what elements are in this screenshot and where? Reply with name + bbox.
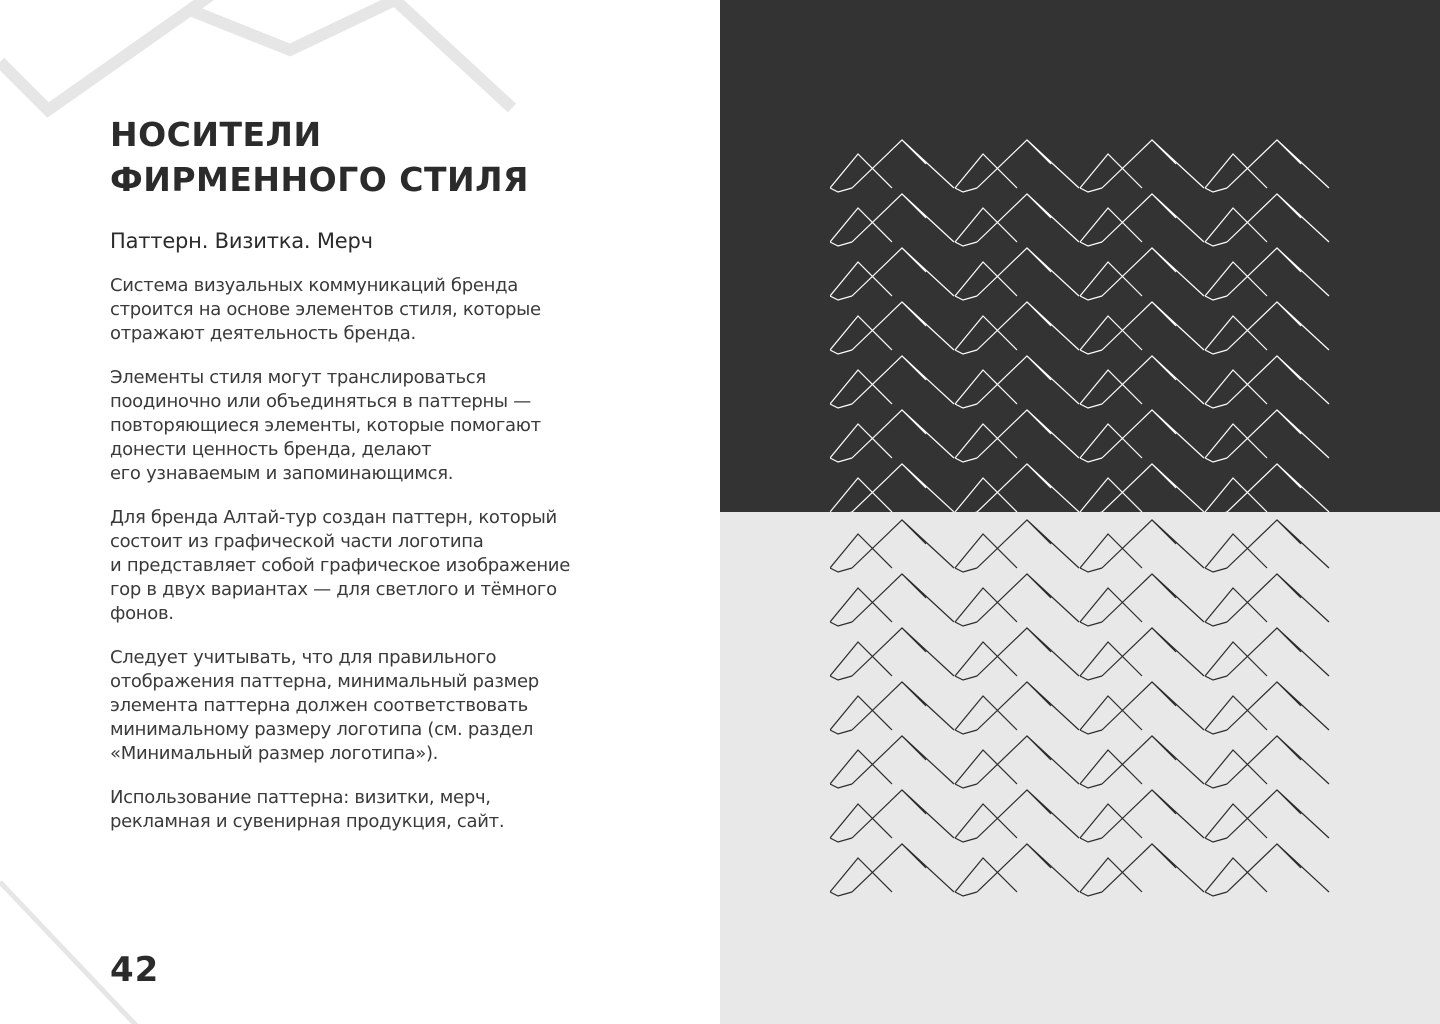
mountain-pattern-element xyxy=(955,248,1079,300)
page-number: 42 xyxy=(110,950,160,990)
mountain-pattern-element xyxy=(955,736,1079,788)
mountain-pattern-element xyxy=(1080,628,1204,680)
text-line: Использование паттерна: визитки, мерч, xyxy=(110,787,491,808)
mountain-pattern-element xyxy=(955,682,1079,734)
text-line: Элементы стиля могут транслироваться xyxy=(110,367,486,388)
text-line: элемента паттерна должен соответствовать xyxy=(110,695,528,716)
mountain-pattern-element xyxy=(955,790,1079,842)
mountain-pattern-element xyxy=(1205,464,1329,512)
text-line: поодиночно или объединяться в паттерны — xyxy=(110,391,531,412)
mountain-pattern-element xyxy=(1205,844,1329,896)
mountain-pattern-element xyxy=(1080,194,1204,246)
mountain-pattern-element xyxy=(1205,194,1329,246)
paragraph-pattern xyxy=(110,506,710,626)
mountain-pattern-element xyxy=(955,520,1079,572)
mountain-pattern-element xyxy=(1205,520,1329,572)
text-line: строится на основе элементов стиля, которые xyxy=(110,299,541,320)
title-line: ФИРМЕННОГО СТИЛЯ xyxy=(110,160,529,199)
mountain-pattern-element xyxy=(1080,140,1204,192)
mountain-pattern-element xyxy=(830,356,954,408)
mountain-pattern-element xyxy=(1205,628,1329,680)
mountain-pattern-element xyxy=(1080,410,1204,462)
text-line: отражают деятельность бренда. xyxy=(110,323,416,344)
mountain-pattern-element xyxy=(1205,302,1329,354)
mountain-pattern-element xyxy=(955,140,1079,192)
mountain-pattern-element xyxy=(1080,844,1204,896)
mountain-pattern-element xyxy=(1080,520,1204,572)
mountain-pattern-element xyxy=(955,302,1079,354)
mountain-pattern-element xyxy=(1205,736,1329,788)
mountain-pattern-element xyxy=(1205,790,1329,842)
text-line: Для бренда Алтай-тур создан паттерн, который xyxy=(110,507,557,528)
section-subtitle: Паттерн. Визитка. Мерч xyxy=(110,229,373,253)
text-line: «Минимальный размер логотипа»). xyxy=(110,743,439,764)
text-line: отображения паттерна, минимальный размер xyxy=(110,671,539,692)
mountain-pattern-element xyxy=(955,628,1079,680)
mountain-pattern-element xyxy=(1205,682,1329,734)
mountain-pattern-element xyxy=(830,628,954,680)
mountain-pattern-element xyxy=(830,790,954,842)
mountain-pattern-element xyxy=(830,844,954,896)
mountain-pattern-element xyxy=(955,194,1079,246)
page-title xyxy=(110,112,690,202)
mountain-pattern-element xyxy=(1205,248,1329,300)
mountain-pattern-element xyxy=(1080,736,1204,788)
text-line: его узнаваемым и запоминающимся. xyxy=(110,463,454,484)
paragraph-min-size xyxy=(110,646,710,766)
mountain-pattern-element xyxy=(1205,140,1329,192)
text-line: Система визуальных коммуникаций бренда xyxy=(110,275,518,296)
mountain-pattern-element xyxy=(1080,464,1204,512)
pattern-dark-background xyxy=(720,0,1440,512)
mountain-pattern-element xyxy=(830,248,954,300)
paragraph-intro xyxy=(110,274,710,346)
mountain-pattern-element xyxy=(955,844,1079,896)
mountain-pattern-element xyxy=(830,736,954,788)
mountain-pattern-element xyxy=(1080,574,1204,626)
paragraph-usage xyxy=(110,786,710,834)
mountain-pattern-light-on-dark xyxy=(830,138,1330,512)
text-line: Следует учитывать, что для правильного xyxy=(110,647,497,668)
mountain-pattern-element xyxy=(1080,356,1204,408)
mountain-pattern-element xyxy=(1205,574,1329,626)
mountain-pattern-element xyxy=(830,520,954,572)
pattern-showcase xyxy=(720,0,1440,1024)
text-line: повторяющиеся элементы, которые помогают xyxy=(110,415,541,436)
mountain-pattern-element xyxy=(830,464,954,512)
mountain-pattern-element xyxy=(1080,682,1204,734)
mountain-pattern-element xyxy=(1080,790,1204,842)
text-line: донести ценность бренда, делают xyxy=(110,439,432,460)
mountain-pattern-element xyxy=(955,356,1079,408)
mountain-pattern-element xyxy=(955,410,1079,462)
text-line: фонов. xyxy=(110,603,174,624)
text-line: минимальному размеру логотипа (см. раздел xyxy=(110,719,534,740)
mountain-pattern-element xyxy=(955,464,1079,512)
text-line: рекламная и сувенирная продукция, сайт. xyxy=(110,811,505,832)
mountain-pattern-element xyxy=(830,682,954,734)
mountain-pattern-element xyxy=(1205,356,1329,408)
text-line: состоит из графической части логотипа xyxy=(110,531,484,552)
mountain-pattern-element xyxy=(830,140,954,192)
title-line: НОСИТЕЛИ xyxy=(110,115,322,154)
mountain-pattern-element xyxy=(830,410,954,462)
text-line: гор в двух вариантах — для светлого и тёмного xyxy=(110,579,557,600)
mountain-pattern-element xyxy=(1080,248,1204,300)
mountain-pattern-element xyxy=(1080,302,1204,354)
mountain-pattern-element xyxy=(830,302,954,354)
mountain-pattern-element xyxy=(955,574,1079,626)
body-text xyxy=(110,274,710,854)
paragraph-elements xyxy=(110,366,710,486)
mountain-pattern-element xyxy=(1205,410,1329,462)
text-line: и представляет собой графическое изображение xyxy=(110,555,570,576)
pattern-light-background xyxy=(720,512,1440,1024)
mountain-pattern-element xyxy=(830,194,954,246)
mountain-pattern-dark-on-light xyxy=(830,518,1330,898)
mountain-pattern-element xyxy=(830,574,954,626)
